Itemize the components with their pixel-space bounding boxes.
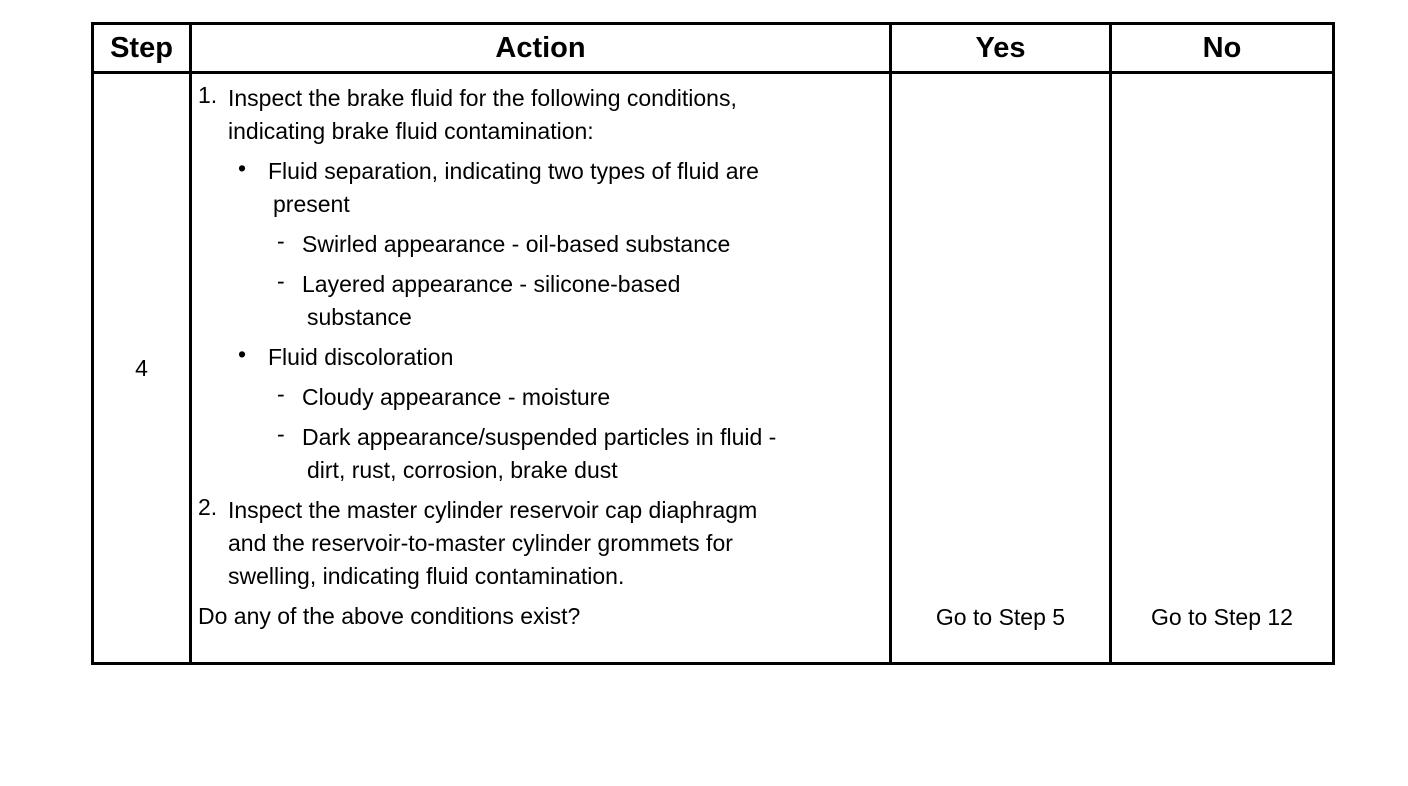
- header-step: Step: [93, 24, 191, 73]
- item-2-line-3: swelling, indicating fluid contamination.: [228, 563, 625, 589]
- item-2-line-1: Inspect the master cylinder reservoir cap diaphragm: [228, 497, 758, 523]
- action-item-1: [198, 82, 881, 148]
- item-2-marker: 2.: [198, 494, 218, 520]
- dash-dark: [198, 421, 881, 487]
- dash-line-2: dirt, rust, corrosion, brake dust: [307, 457, 618, 483]
- header-no: No: [1111, 24, 1334, 73]
- item-2-line-2: and the reservoir-to-master cylinder grommets for: [228, 530, 733, 556]
- bullet-marker: •: [238, 341, 247, 367]
- diagnostic-table: [91, 22, 1335, 665]
- dash-swirled: [198, 228, 881, 261]
- bullet-line-1: Fluid separation, indicating two types of fluid are: [268, 158, 759, 184]
- bullet-fluid-discoloration: [198, 341, 881, 374]
- dash-cloudy: [198, 381, 881, 414]
- dash-marker: -: [277, 381, 285, 407]
- header-action: Action: [191, 24, 891, 73]
- dash-line-1: Dark appearance/suspended particles in fluid -: [302, 424, 777, 450]
- bullet-marker: •: [238, 155, 247, 181]
- yes-result: Go to Step 5: [891, 73, 1111, 664]
- dash-layered: [198, 268, 881, 334]
- bullet-line-2: present: [273, 191, 350, 217]
- step-number: 4: [93, 73, 191, 664]
- dash-line-2: substance: [307, 304, 412, 330]
- item-1-line-2: indicating brake fluid contamination:: [228, 118, 594, 144]
- item-1-marker: 1.: [198, 82, 218, 108]
- no-result: Go to Step 12: [1111, 73, 1334, 664]
- dash-line-1: Layered appearance - silicone-based: [302, 271, 681, 297]
- dash-line-1: Cloudy appearance - moisture: [302, 384, 611, 410]
- table-row: [93, 73, 1334, 664]
- action-cell: [191, 73, 891, 664]
- item-1-line-1: Inspect the brake fluid for the following conditions,: [228, 85, 737, 111]
- bullet-fluid-separation: [198, 155, 881, 221]
- action-item-2: [198, 494, 881, 593]
- bullet-line-1: Fluid discoloration: [268, 344, 454, 370]
- dash-marker: -: [277, 268, 285, 294]
- header-yes: Yes: [891, 24, 1111, 73]
- dash-line-1: Swirled appearance - oil-based substance: [302, 231, 731, 257]
- dash-marker: -: [277, 421, 285, 447]
- header-row: [93, 24, 1334, 73]
- action-question: Do any of the above conditions exist?: [198, 603, 581, 629]
- dash-marker: -: [277, 228, 285, 254]
